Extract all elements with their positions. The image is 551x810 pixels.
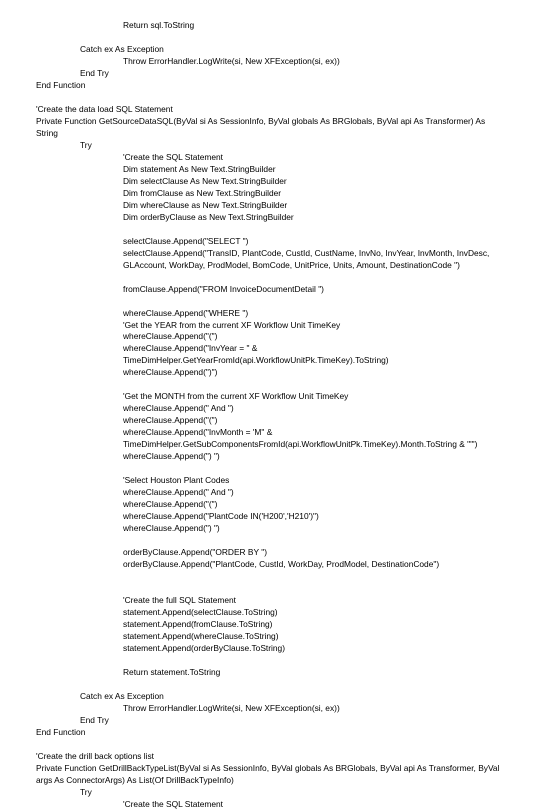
code-line: whereClause.Append(") ") — [123, 451, 220, 462]
code-line: Return statement.ToString — [123, 666, 221, 677]
code-line: Throw ErrorHandler.LogWrite(si, New XFException(si, ex)) — [123, 55, 340, 66]
code-line: Throw ErrorHandler.LogWrite(si, New XFException(si, ex)) — [123, 702, 340, 713]
code-line: 'Create the SQL Statement — [123, 798, 223, 809]
code-line: Try — [80, 786, 92, 797]
code-line: Catch ex As Exception — [80, 43, 164, 54]
code-line: whereClause.Append(" And ") — [123, 403, 234, 414]
code-line: Private Function GetSourceDataSQL(ByVal si As SessionInfo, ByVal globals As BRGlobals, ByVal api As Transformer) As — [36, 115, 486, 126]
code-line: selectClause.Append("SELECT ") — [123, 235, 249, 246]
code-line: whereClause.Append("InvYear = " & — [123, 343, 258, 354]
code-line: Try — [80, 139, 92, 150]
code-line: Dim statement As New Text.StringBuilder — [123, 163, 276, 174]
code-line: whereClause.Append("InvMonth = 'M" & — [123, 427, 273, 438]
code-line: whereClause.Append(")") — [123, 367, 218, 378]
code-line: Catch ex As Exception — [80, 690, 164, 701]
code-line: 'Get the MONTH from the current XF Workflow Unit TimeKey — [123, 391, 349, 402]
code-line: selectClause.Append("TransID, PlantCode, CustId, CustName, InvNo, InvYear, InvMonth, InvDesc, — [123, 247, 490, 258]
code-line: Return sql.ToString — [123, 20, 195, 30]
code-line: 'Select Houston Plant Codes — [123, 475, 230, 486]
code-line: End Function — [36, 79, 86, 90]
code-line: whereClause.Append(" And ") — [123, 487, 234, 498]
code-line: GLAccount, WorkDay, ProdModel, BomCode, UnitPrice, Units, Amount, DestinationCode ") — [123, 259, 460, 270]
code-line: args As ConnectorArgs) As List(Of DrillBackTypeInfo) — [36, 774, 234, 785]
code-line: whereClause.Append("WHERE ") — [123, 307, 249, 318]
code-line: String — [36, 127, 58, 138]
code-line: End Try — [80, 714, 109, 725]
code-line: whereClause.Append("(") — [123, 499, 218, 510]
code-line: TimeDimHelper.GetSubComponentsFromId(api.WorkflowUnitPk.TimeKey).Month.ToString & "'") — [123, 439, 478, 450]
code-line: 'Create the drill back options list — [36, 750, 154, 761]
code-line: orderByClause.Append("ORDER BY ") — [123, 547, 268, 558]
code-line: statement.Append(orderByClause.ToString) — [123, 642, 285, 653]
code-line: whereClause.Append("PlantCode IN('H200','H210')") — [123, 511, 319, 522]
code-line: whereClause.Append(") ") — [123, 523, 220, 534]
code-line: statement.Append(selectClause.ToString) — [123, 607, 278, 618]
code-line: 'Create the SQL Statement — [123, 151, 223, 162]
code-line: whereClause.Append("(") — [123, 331, 218, 342]
code-line: 'Create the data load SQL Statement — [36, 103, 173, 114]
code-line: statement.Append(fromClause.ToString) — [123, 619, 273, 629]
code-line: End Function — [36, 726, 86, 737]
code-line: Dim selectClause As New Text.StringBuilder — [123, 175, 287, 186]
code-line: Dim orderByClause as New Text.StringBuilder — [123, 211, 294, 222]
code-line: End Try — [80, 67, 109, 78]
code-line: statement.Append(whereClause.ToString) — [123, 630, 279, 641]
code-line: TimeDimHelper.GetYearFromId(api.WorkflowUnitPk.TimeKey).ToString) — [123, 355, 389, 366]
code-line: Private Function GetDrillBackTypeList(ByVal si As SessionInfo, ByVal globals As BRGlobals, ByVal api As Transformer, ByVal — [36, 762, 500, 773]
code-line: 'Get the YEAR from the current XF Workflow Unit TimeKey — [123, 319, 341, 330]
code-line: Dim whereClause as New Text.StringBuilder — [123, 199, 288, 210]
code-line: Dim fromClause as New Text.StringBuilder — [123, 187, 282, 198]
code-line: fromClause.Append("FROM InvoiceDocumentDetail ") — [123, 283, 324, 294]
code-line: whereClause.Append("(") — [123, 415, 218, 426]
code-line: 'Create the full SQL Statement — [123, 595, 237, 606]
code-line: orderByClause.Append("PlantCode, CustId, WorkDay, ProdModel, DestinationCode") — [123, 559, 440, 570]
